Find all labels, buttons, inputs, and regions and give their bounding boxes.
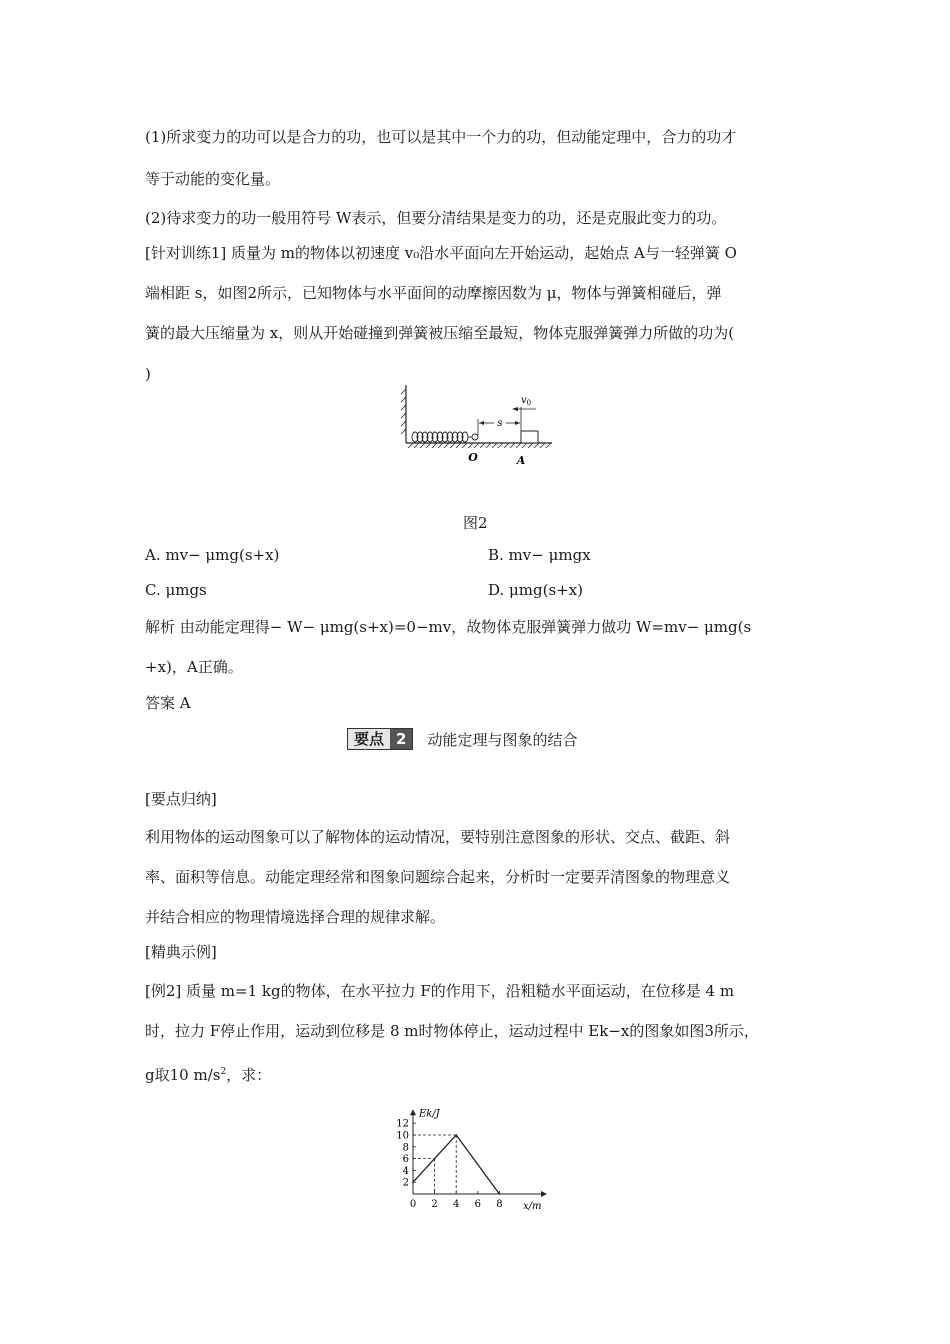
note-1-line-2: 等于动能的变化量。 — [145, 170, 281, 188]
y-tick-label: 8 — [402, 1142, 409, 1154]
figure-2-caption: 图2 — [463, 514, 488, 532]
x-axis-arrow — [541, 1191, 547, 1197]
x-tick-label: 6 — [474, 1199, 481, 1210]
solution-line-2: +x)，A正确。 — [145, 658, 243, 676]
spring-diagram — [400, 385, 560, 475]
section-badge — [347, 728, 413, 750]
spring — [412, 432, 478, 442]
y-axis-label: Ek/J — [419, 1108, 440, 1120]
example-line-3: g取10 $m/s^2$，求： — [145, 1066, 272, 1084]
ground-hatch — [408, 443, 551, 448]
example-line-2: 时，拉力 F停止作用，运动到位移是 8 m时物体停止，运动过程中 Ek−x的图象如图3所示， — [145, 1022, 759, 1040]
y-tick-label: 10 — [396, 1130, 409, 1142]
x-tick-label: 2 — [431, 1199, 438, 1210]
chart-axes — [410, 1108, 547, 1212]
section-2-header — [347, 728, 577, 750]
x-tick-label: 8 — [496, 1199, 503, 1210]
option-a: A. mv− μmg(s+x) — [145, 546, 280, 564]
data-point — [455, 1134, 457, 1136]
note-1-line-1: (1)所求变力的功可以是合力的功，也可以是其中一个力的功，但动能定理中，合力的功才 — [145, 128, 737, 146]
option-c: C. μmgs — [145, 581, 207, 599]
section-badge-text: 要点 — [348, 729, 390, 749]
example-line-1: [例2] 质量 m=1 kg的物体，在水平拉力 F的作用下，沿粗糙水平面运动，在位移是 4 m — [145, 982, 735, 1000]
x-axis-label: x/m — [523, 1201, 542, 1212]
chart-guides — [413, 1135, 456, 1194]
label-O: O — [468, 451, 478, 464]
y-tick-label: 6 — [402, 1154, 409, 1166]
y-tick-label: 4 — [402, 1165, 409, 1177]
ek-x-chart — [380, 1092, 560, 1217]
exercise-1-line-3: 簧的最大压缩量为 x，则从开始碰撞到弹簧被压缩至最短，物体克服弹簧弹力所做的功为( — [145, 324, 735, 342]
answer: 答案 A — [145, 694, 191, 712]
section-badge-number: 2 — [390, 729, 412, 749]
exercise-1-line-2: 端相距 s，如图2所示，已知物体与水平面间的动摩擦因数为 μ，物体与弹簧相碰后，弹 — [145, 284, 722, 302]
x-tick-label: 4 — [453, 1199, 460, 1210]
y-axis-arrow — [410, 1109, 416, 1115]
note-2: (2)待求变力的功一般用符号 W表示，但要分清结果是变力的功，还是克服此变力的功。 — [145, 209, 727, 227]
label-A: A — [516, 454, 526, 467]
x-tick-label: 0 — [409, 1199, 417, 1210]
summary-line-2: 率、面积等信息。动能定理经常和图象问题综合起来，分析时一定要弄清图象的物理意义 — [145, 868, 731, 886]
y-tick-label: 2 — [402, 1177, 409, 1189]
chart-ticks — [396, 1119, 502, 1210]
summary-line-1: 利用物体的运动图象可以了解物体的运动情况，要特别注意图象的形状、交点、截距、斜 — [145, 828, 731, 846]
option-d: D. μmg(s+x) — [488, 581, 584, 599]
option-b: B. mv− μmgx — [488, 546, 591, 564]
solution-line-1: 解析 由动能定理得− W− μmg(s+x)=0−mv，故物体克服弹簧弹力做功 W=mv− μmg(s — [145, 618, 752, 636]
example-heading: [精典示例] — [145, 943, 217, 961]
exercise-1-line-1: [针对训练1] 质量为 m的物体以初速度 v₀沿水平面向左开始运动，起始点 A与一轻弹簧 O — [145, 244, 737, 262]
exercise-1-line-4: ) — [145, 365, 151, 383]
y-tick-label: 12 — [396, 1118, 409, 1130]
summary-line-3: 并结合相应的物理情境选择合理的规律求解。 — [145, 908, 446, 926]
section-2-title: 动能定理与图象的结合 — [427, 730, 578, 749]
summary-heading: [要点归纳] — [145, 790, 217, 808]
label-v0: $v_0$ — [520, 395, 532, 407]
label-s: s — [497, 418, 503, 429]
